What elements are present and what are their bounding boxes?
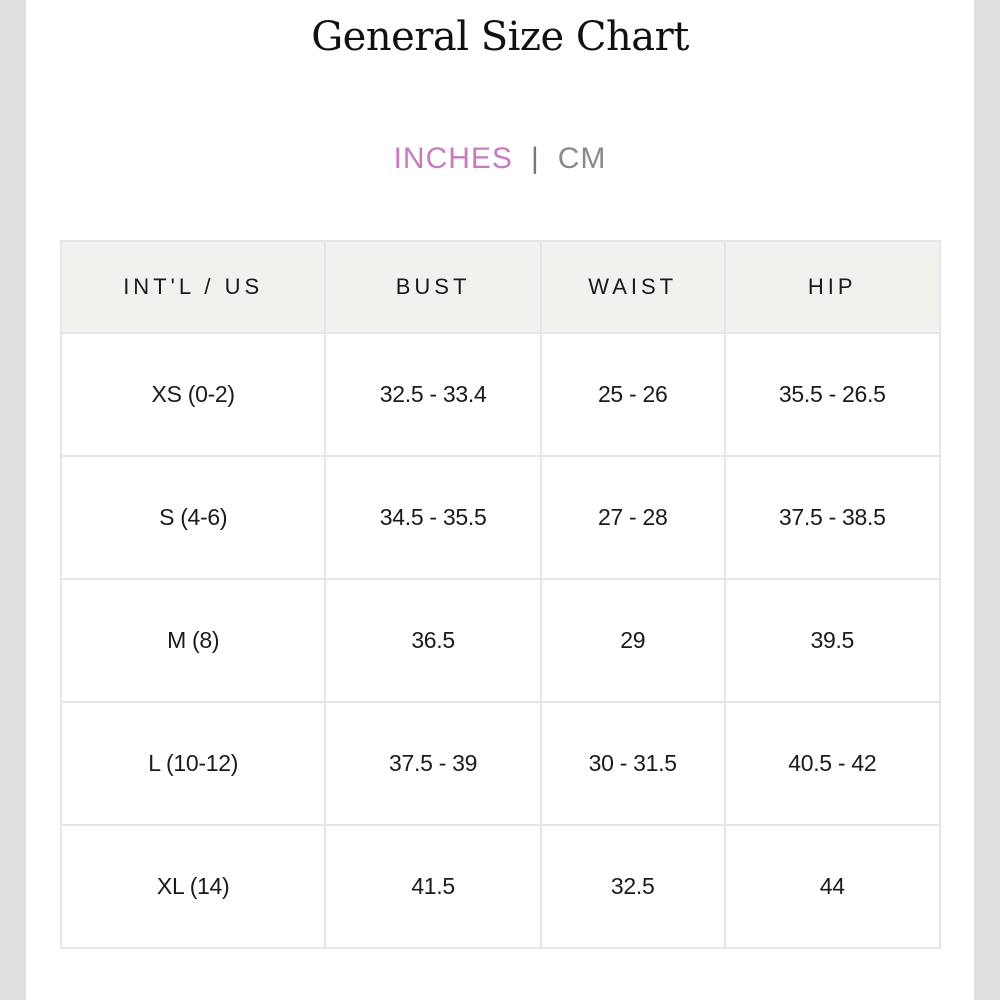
size-table: [60, 240, 941, 949]
unit-separator: |: [530, 142, 540, 175]
header-hip: HIP: [725, 241, 940, 333]
bust-cell: 32.5 - 33.4: [325, 333, 541, 456]
header-waist: WAIST: [541, 241, 725, 333]
hip-cell: 40.5 - 42: [725, 702, 940, 825]
unit-inches-toggle[interactable]: INCHES: [393, 142, 513, 175]
size-chart-panel: [26, 0, 974, 1000]
unit-toggle: [26, 142, 974, 176]
size-cell: M (8): [61, 579, 325, 702]
table-header-row: [61, 241, 940, 333]
header-bust: BUST: [325, 241, 541, 333]
table-row: [61, 333, 940, 456]
waist-cell: 25 - 26: [541, 333, 725, 456]
hip-cell: 44: [725, 825, 940, 948]
table-row: [61, 579, 940, 702]
waist-cell: 29: [541, 579, 725, 702]
size-cell: S (4-6): [61, 456, 325, 579]
page-title: General Size Chart: [311, 14, 689, 60]
bust-cell: 34.5 - 35.5: [325, 456, 541, 579]
unit-cm-toggle[interactable]: CM: [557, 142, 607, 175]
hip-cell: 37.5 - 38.5: [725, 456, 940, 579]
size-cell: XL (14): [61, 825, 325, 948]
bust-cell: 36.5: [325, 579, 541, 702]
table-row: [61, 702, 940, 825]
table-row: [61, 456, 940, 579]
header-intl-us: INT'L / US: [61, 241, 325, 333]
size-cell: XS (0-2): [61, 333, 325, 456]
hip-cell: 35.5 - 26.5: [725, 333, 940, 456]
hip-cell: 39.5: [725, 579, 940, 702]
bust-cell: 41.5: [325, 825, 541, 948]
bust-cell: 37.5 - 39: [325, 702, 541, 825]
waist-cell: 27 - 28: [541, 456, 725, 579]
waist-cell: 32.5: [541, 825, 725, 948]
size-cell: L (10-12): [61, 702, 325, 825]
waist-cell: 30 - 31.5: [541, 702, 725, 825]
table-row: [61, 825, 940, 948]
